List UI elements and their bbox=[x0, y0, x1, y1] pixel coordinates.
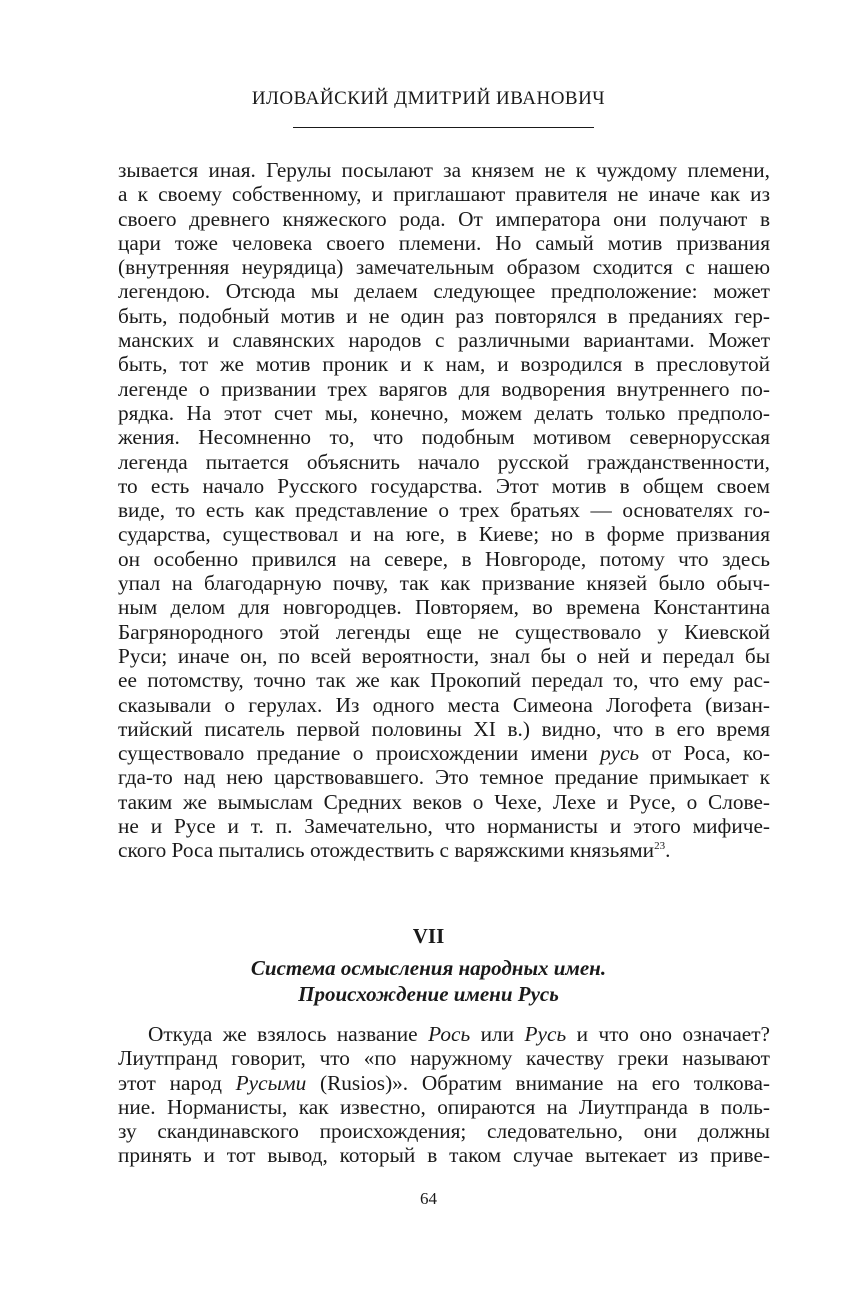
italic-term: Рось bbox=[428, 1022, 471, 1046]
paragraph-1 bbox=[118, 158, 770, 863]
footnote-ref[interactable]: 23 bbox=[654, 840, 666, 853]
paragraph-2 bbox=[118, 1022, 770, 1168]
text-line: жения. Несомненно то, что подобным мотивом севернорусская bbox=[118, 425, 770, 450]
text-line: ным делом для новгородцев. Повторяем, во времена Константина bbox=[118, 595, 770, 620]
text-line: виде, то есть как представление о трех братьях — основателях го- bbox=[118, 498, 770, 523]
header-rule bbox=[293, 127, 594, 128]
text-run: (Rusios)». Обратим внимание на его толкова- bbox=[306, 1070, 770, 1095]
text-run: или bbox=[470, 1022, 525, 1046]
text-run: Откуда же взялось название bbox=[148, 1022, 429, 1046]
running-head: ИЛОВАЙСКИЙ ДМИТРИЙ ИВАНОВИЧ bbox=[251, 88, 606, 109]
text-line: то есть начало Русского государства. Этот мотив в общем своем bbox=[118, 473, 770, 498]
text-run: этот народ bbox=[118, 1070, 236, 1095]
text-line: Руси; иначе он, по всей вероятности, знал бы о ней и передал бы bbox=[118, 643, 770, 668]
text-line: сударства, существовал и на юге, в Киеве; но в форме призвания bbox=[118, 522, 770, 547]
text-run: ского Роса пытались отождествить с варяжскими князьями bbox=[118, 838, 655, 863]
text-line: цари тоже человека своего племени. Но самый мотив призвания bbox=[118, 230, 770, 255]
text-line: ние. Норманисты, как известно, опираются на Лиутпранда в поль- bbox=[118, 1094, 770, 1119]
text-line: упал на благодарную почву, так как призвание князей было обыч- bbox=[118, 571, 770, 596]
text-line: ее потомству, точно так же как Прокопий передал то, что ему рас- bbox=[118, 668, 770, 693]
text-line bbox=[118, 741, 770, 765]
text-line: он особенно привился на севере, в Новгороде, потому что здесь bbox=[118, 546, 770, 571]
text-run: от Роса, ко- bbox=[639, 741, 770, 766]
text-line: зу скандинавского происхождения; следовательно, они должны bbox=[118, 1119, 770, 1144]
text-line: легендою. Отсюда мы делаем следующее предположение: может bbox=[118, 279, 770, 304]
text-line: гда-то над нею царствовавшего. Это темное предание примыкает к bbox=[118, 765, 770, 790]
italic-term: русь bbox=[600, 741, 640, 766]
text-line: Багрянородного этой легенды еще не существовало у Киевской bbox=[118, 619, 770, 644]
text-line: сказывали о герулах. Из одного места Симеона Логофета (визан- bbox=[118, 692, 770, 717]
section-number: VII bbox=[412, 924, 445, 948]
page-number: 64 bbox=[420, 1189, 437, 1208]
text-line: (внутренняя неурядица) замечательным образом сходится с нашею bbox=[118, 255, 770, 280]
text-line: легенда пытается объяснить начало русской гражданственности, bbox=[118, 449, 770, 474]
text-line: Лиутпранд говорит, что «по наружному качеству греки называют bbox=[118, 1046, 770, 1071]
text-line: легенде о призвании трех варягов для водворения внутреннего по- bbox=[118, 376, 770, 401]
text-line: быть, тот же мотив проник и к нам, и возродился в пресловутой bbox=[118, 352, 770, 377]
text-line: принять и тот вывод, который в таком случае вытекает из приве- bbox=[118, 1143, 770, 1168]
section-title-line-2: Происхождение имени Русь bbox=[298, 982, 559, 1006]
text-line: не и Русе и т. п. Замечательно, что норманисты и этого мифиче- bbox=[118, 814, 770, 839]
text-line: манских и славянских народов с различными вариантами. Может bbox=[118, 328, 770, 353]
text-line: быть, подобный мотив и не один раз повторялся в преданиях гер- bbox=[118, 303, 770, 328]
text-line bbox=[118, 838, 770, 862]
text-line: своего древнего княжеского рода. От императора они получают в bbox=[118, 206, 770, 231]
text-run: и что оно означает? bbox=[566, 1022, 770, 1046]
text-line: а к своему собственному, и приглашают правителя не иначе как из bbox=[118, 182, 770, 207]
italic-term: Русь bbox=[524, 1022, 567, 1046]
text-line: зывается иная. Герулы посылают за князем не к чуждому племени, bbox=[118, 158, 770, 182]
text-line bbox=[118, 1022, 770, 1046]
text-run: существовало предание о происхождении имени bbox=[118, 741, 601, 766]
text-run: . bbox=[665, 838, 671, 863]
text-line: таким же вымыслам Средних веков о Чехе, Лехе и Русе, о Слове- bbox=[118, 789, 770, 814]
text-line bbox=[118, 1071, 770, 1095]
text-line: тийский писатель первой половины XI в.) видно, что в его время bbox=[118, 716, 770, 741]
section-title-line-1: Система осмысления народных имен. bbox=[250, 956, 607, 980]
text-line: рядка. На этот счет мы, конечно, можем делать только предполо- bbox=[118, 400, 770, 425]
italic-term: Русыми bbox=[235, 1070, 307, 1095]
